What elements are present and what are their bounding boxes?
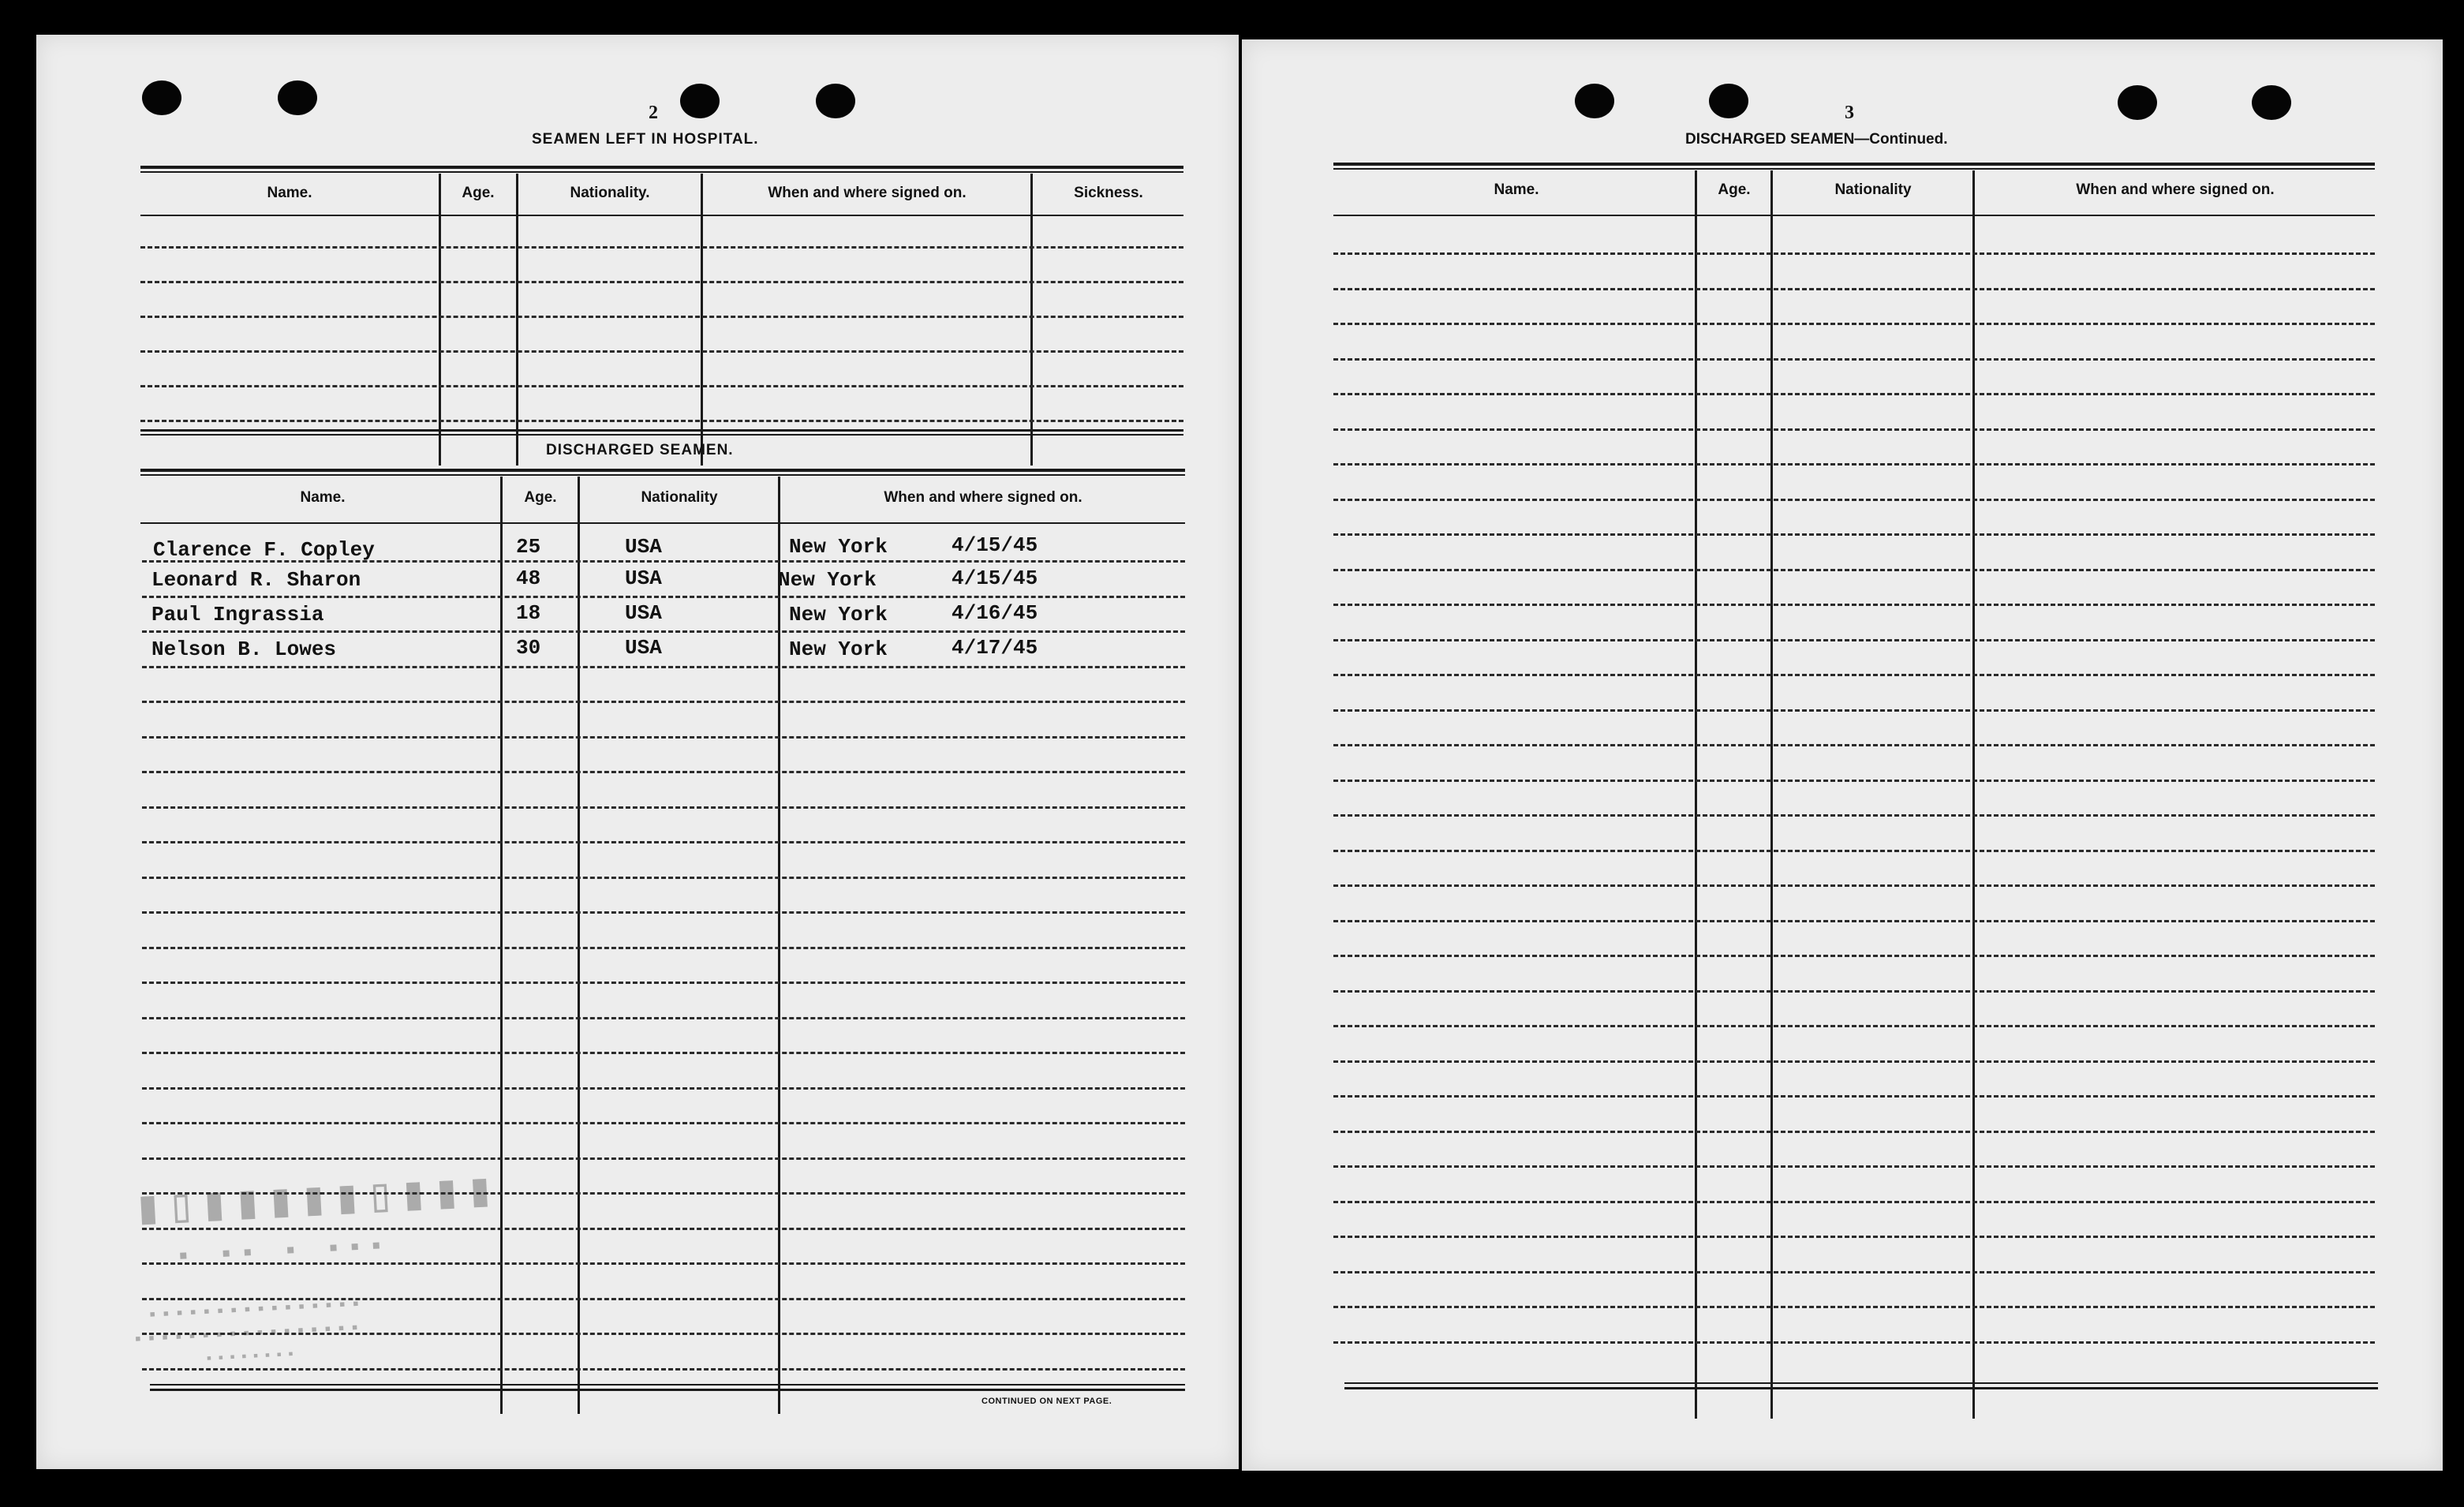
ruled-line [1333, 428, 2375, 431]
table-top-rule [1333, 168, 2375, 170]
column-header-age: Age. [462, 185, 495, 201]
ruled-line [140, 350, 1183, 353]
punch-hole [2252, 85, 2291, 120]
table-top-rule [140, 171, 1183, 173]
signed-on-place: New York [789, 638, 888, 661]
seaman-name: Leonard R. Sharon [151, 568, 361, 592]
right-page [1242, 39, 2443, 1471]
ruled-line [1333, 499, 2375, 501]
column-divider [500, 477, 503, 1414]
ruled-line [142, 630, 1185, 633]
signed-on-place: New York [789, 535, 888, 559]
ruled-line [1333, 674, 2375, 676]
ruled-line [1333, 1341, 2375, 1344]
ruled-line [1333, 323, 2375, 325]
ruled-line [1333, 1060, 2375, 1063]
column-header-sickness: Sickness. [1074, 185, 1143, 201]
ruled-line [1333, 393, 2375, 395]
ruled-line [1333, 533, 2375, 536]
ruled-line [140, 246, 1183, 249]
ruled-line [1333, 1271, 2375, 1273]
table-bottom-rule [140, 429, 1183, 432]
table-top-rule [140, 469, 1185, 472]
ruled-line [142, 666, 1185, 668]
column-header-nationality: Nationality [641, 489, 718, 506]
page-number: 3 [1845, 103, 1854, 123]
signed-on-date: 4/15/45 [952, 567, 1038, 590]
ruled-line [1333, 252, 2375, 255]
left-page [36, 35, 1239, 1469]
discharged-continued-title: DISCHARGED SEAMEN—Continued. [1685, 131, 1948, 148]
ruled-line [142, 841, 1185, 843]
continued-note: CONTINUED ON NEXT PAGE. [981, 1397, 1112, 1406]
seaman-nationality: USA [625, 601, 662, 625]
ruled-line [142, 736, 1185, 739]
ruled-line [1333, 1165, 2375, 1168]
column-header-signed-on: When and where signed on. [2076, 181, 2275, 198]
table-top-rule [1333, 163, 2375, 166]
ruled-line [1333, 288, 2375, 290]
column-header-signed-on: When and where signed on. [884, 489, 1082, 506]
table-top-rule [140, 166, 1183, 169]
ruled-line [142, 701, 1185, 703]
ruled-line [140, 420, 1183, 422]
seaman-age: 25 [516, 535, 541, 559]
header-rule [140, 522, 1185, 524]
punch-hole [1709, 84, 1748, 118]
seaman-name: Clarence F. Copley [153, 538, 375, 562]
ruled-line [142, 1087, 1185, 1090]
seaman-age: 18 [516, 601, 541, 625]
punch-hole [680, 84, 720, 118]
ruled-line [142, 771, 1185, 773]
punch-hole [1575, 84, 1614, 118]
ruled-line [142, 806, 1185, 809]
punch-hole [2118, 85, 2157, 120]
seaman-age: 48 [516, 567, 541, 590]
ruled-line [142, 1157, 1185, 1160]
faded-stamp: ▮▯▮▮▮▮▮▯▮▮▮ ▪ ▪▪ ▪ ▪▪▪ ▪▪▪▪▪▪▪▪▪▪▪▪▪▪▪▪ ▪▪▪▪▪▪▪▪▪▪▪▪▪▪▪▪▪ ▪▪▪▪▪▪▪▪ [132, 1165, 501, 1368]
ruled-line [1333, 1131, 2375, 1133]
column-divider [778, 477, 780, 1414]
ruled-line [140, 281, 1183, 283]
ruled-line [1333, 884, 2375, 887]
seaman-name: Nelson B. Lowes [151, 638, 337, 661]
ruled-line [1333, 955, 2375, 957]
ruled-line [1333, 780, 2375, 782]
ruled-line [142, 596, 1185, 598]
ruled-line [140, 316, 1183, 318]
ruled-line [1333, 744, 2375, 746]
ruled-line [1333, 463, 2375, 466]
column-header-age: Age. [1718, 181, 1751, 198]
ruled-line [1333, 814, 2375, 817]
ruled-line [142, 1052, 1185, 1054]
seaman-nationality: USA [625, 636, 662, 660]
column-header-nationality: Nationality [1834, 181, 1912, 198]
ruled-line [142, 982, 1185, 984]
punch-hole [278, 80, 317, 115]
seaman-nationality: USA [625, 535, 662, 559]
column-header-name: Name. [300, 489, 346, 506]
seaman-age: 30 [516, 636, 541, 660]
ruled-line [1333, 1306, 2375, 1308]
ruled-line [1333, 990, 2375, 993]
header-rule [1333, 215, 2375, 216]
column-header-signed-on: When and where signed on. [768, 185, 967, 201]
ruled-line [1333, 1236, 2375, 1238]
signed-on-place: New York [789, 603, 888, 626]
ruled-line [1333, 639, 2375, 641]
column-header-nationality: Nationality. [570, 185, 650, 201]
table-bottom-rule [1344, 1387, 2378, 1389]
page-number: 2 [649, 103, 658, 123]
ruled-line [1333, 709, 2375, 712]
seaman-name: Paul Ingrassia [151, 603, 324, 626]
ruled-line [1333, 604, 2375, 606]
ruled-line [140, 385, 1183, 387]
column-header-name: Name. [267, 185, 312, 201]
ruled-line [1333, 1201, 2375, 1203]
ruled-line [1333, 1025, 2375, 1027]
signed-on-date: 4/16/45 [952, 601, 1038, 625]
signed-on-date: 4/15/45 [952, 533, 1038, 557]
table-top-rule [140, 474, 1185, 476]
punch-hole [142, 80, 181, 115]
column-divider [578, 477, 580, 1414]
hospital-section-title: SEAMEN LEFT IN HOSPITAL. [532, 131, 759, 148]
table-bottom-rule [1344, 1382, 2378, 1384]
ruled-line [142, 947, 1185, 949]
ruled-line [1333, 569, 2375, 571]
seaman-nationality: USA [625, 567, 662, 590]
ruled-line [1333, 1095, 2375, 1098]
signed-on-place: New York [778, 568, 877, 592]
ruled-line [1333, 920, 2375, 922]
punch-hole [816, 84, 855, 118]
column-header-name: Name. [1494, 181, 1539, 198]
header-rule [140, 215, 1183, 216]
column-header-age: Age. [524, 489, 557, 506]
ruled-line [1333, 358, 2375, 361]
ruled-line [142, 1017, 1185, 1019]
table-bottom-rule [140, 434, 1183, 436]
ruled-line [1333, 850, 2375, 852]
ruled-line [142, 911, 1185, 914]
signed-on-date: 4/17/45 [952, 636, 1038, 660]
ruled-line [142, 877, 1185, 879]
discharged-section-title: DISCHARGED SEAMEN. [546, 442, 734, 458]
ruled-line [142, 1122, 1185, 1124]
